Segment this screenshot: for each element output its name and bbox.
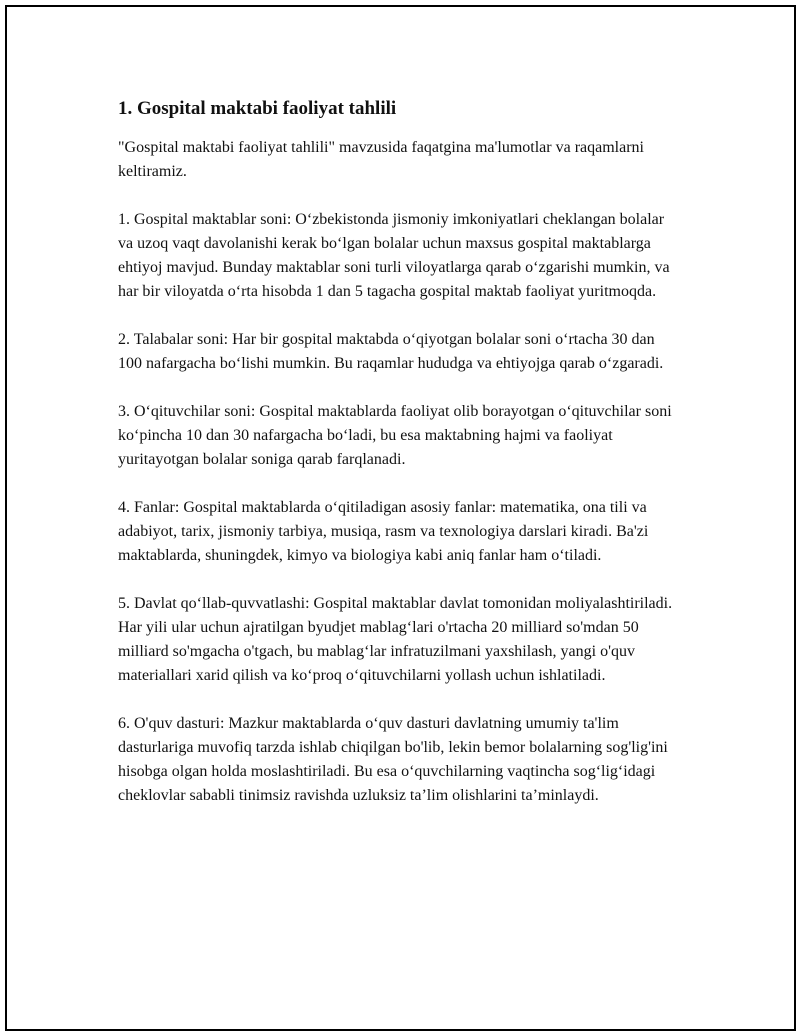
section-subjects: 4. Fanlar: Gospital maktablarda o‘qitiladigan asosiy fanlar: matematika, ona tili va adabiyot, tarix, jismoniy tarbiya, musiqa, rasm va texnologiya darslari kiradi. Ba'zi maktablarda, shuningdek, kimyo va biologiya kabi aniq fanlar ham o‘tiladi.	[118, 499, 649, 564]
intro-paragraph: "Gospital maktabi faoliyat tahlili" mavzusida faqatgina ma'lumotlar va raqamlarni keltiramiz.	[118, 139, 644, 180]
document-body	[118, 95, 678, 832]
document-title: 1. Gospital maktabi faoliyat tahlili	[118, 98, 397, 119]
document-page	[5, 5, 796, 1031]
section-teacher-count: 3. O‘qituvchilar soni: Gospital maktablarda faoliyat olib borayotgan o‘qituvchilar soni ko‘pincha 10 dan 30 nafargacha bo‘ladi, bu esa maktabning hajmi va faoliyat yuritayotgan bolalar soniga qarab farqlanadi.	[118, 403, 672, 468]
section-curriculum: 6. O'quv dasturi: Mazkur maktablarda o‘quv dasturi davlatning umumiy ta'lim dasturlariga muvofiq tarzda ishlab chiqilgan bo'lib, lekin bemor bolalarning sog'lig'ini hisobga olgan holda moslashtiriladi. Bu esa o‘quvchilarning vaqtincha sog‘lig‘idagi cheklovlar sababli tinimsiz ravishda uzluksiz ta’lim olishlarini ta’minlaydi.	[118, 715, 668, 804]
section-student-count: 2. Talabalar soni: Har bir gospital maktabda o‘qiyotgan bolalar soni o‘rtacha 30 dan 100 nafargacha bo‘lishi mumkin. Bu raqamlar hududga va ehtiyojga qarab o‘zgaradi.	[118, 331, 664, 372]
section-school-count: 1. Gospital maktablar soni: O‘zbekistonda jismoniy imkoniyatlari cheklangan bolalar va uzoq vaqt davolanishi kerak bo‘lgan bolalar uchun maxsus gospital maktablarga ehtiyoj mavjud. Bunday maktablar soni turli viloyatlarga qarab o‘zgarishi mumkin, va har bir viloyatda o‘rta hisobda 1 dan 5 tagacha gospital maktab faoliyat yuritmoqda.	[118, 211, 670, 300]
section-state-support: 5. Davlat qo‘llab-quvvatlashi: Gospital maktablar davlat tomonidan moliyalashtiriladi. Har yili ular uchun ajratilgan byudjet mablag‘lari o'rtacha 20 milliard so'mdan 50 milliard so'mgacha o'tgach, bu mablag‘lar infratuzilmani yaxshilash, yangi o'quv materiallari xarid qilish va ko‘proq o‘qituvchilarni yollash uchun ishlatiladi.	[118, 595, 673, 684]
